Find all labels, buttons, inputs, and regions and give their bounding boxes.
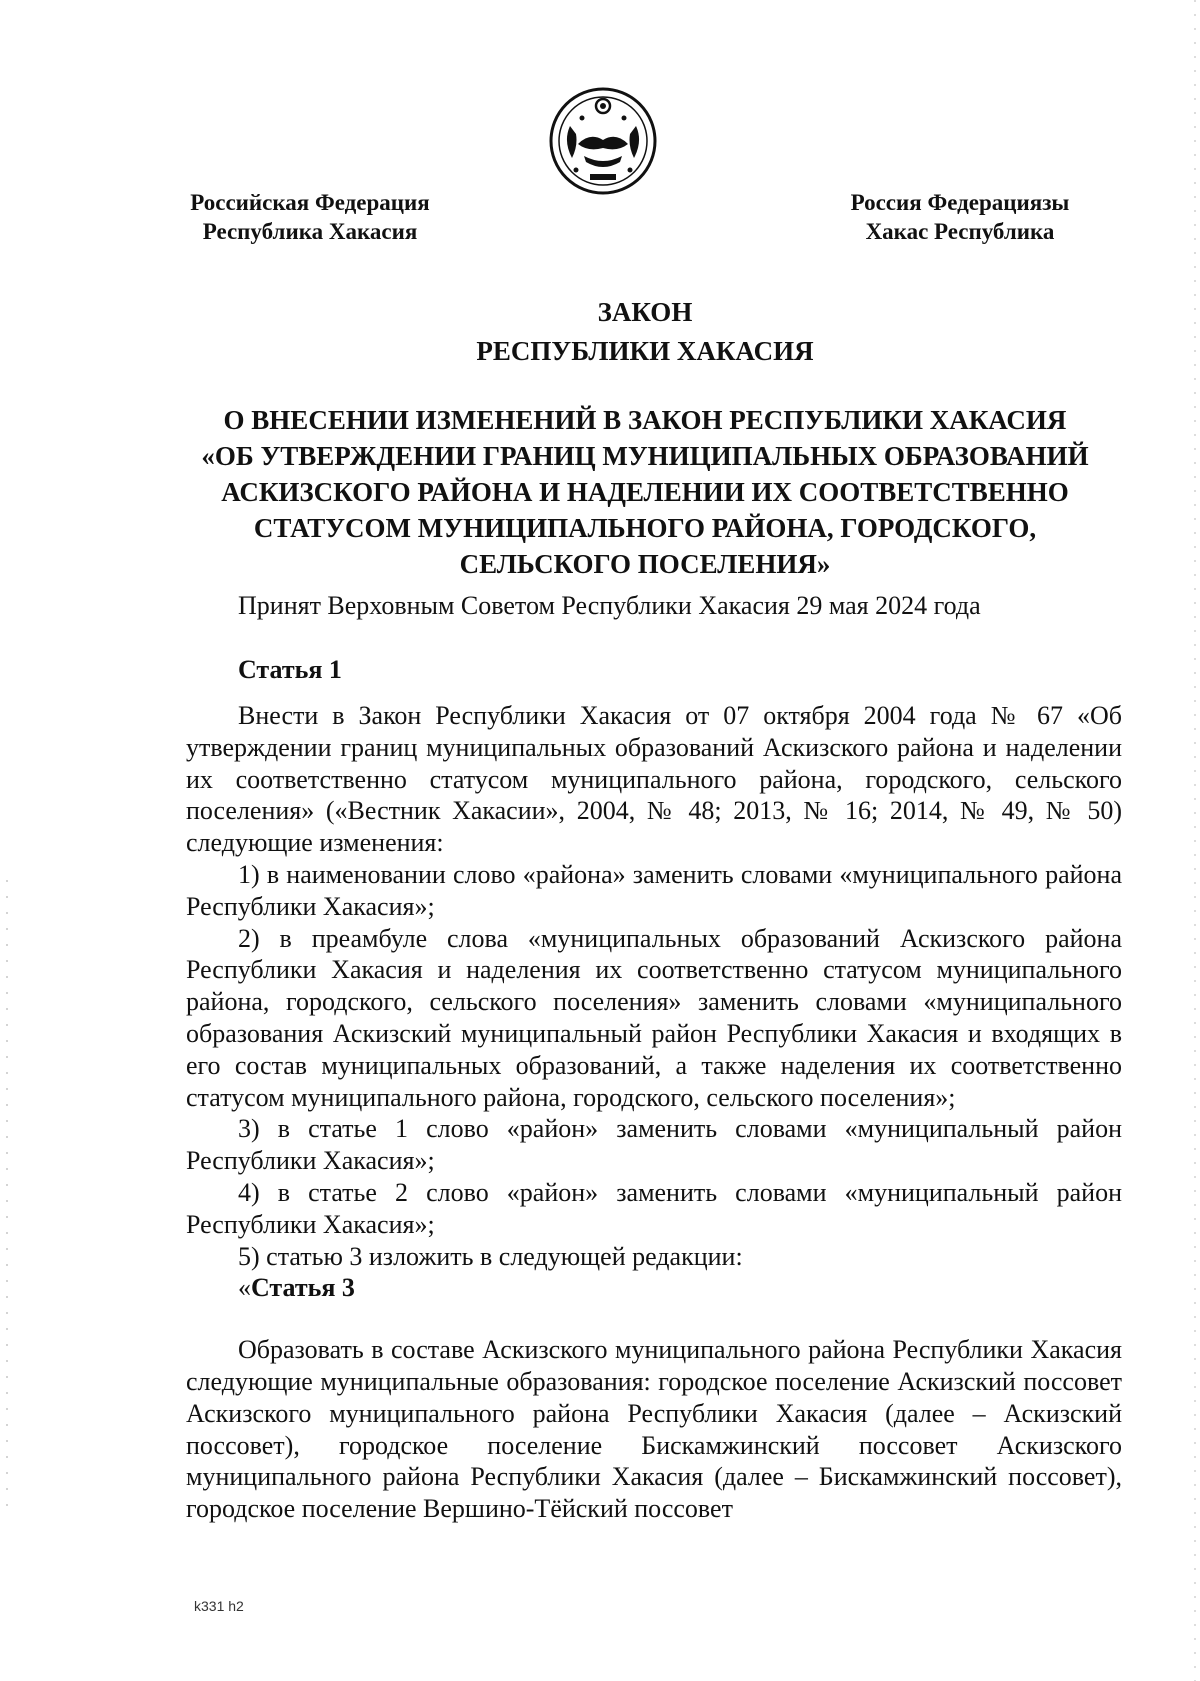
header-right-line1: Россия Федерациязы bbox=[850, 190, 1070, 215]
header-left-line2: Республика Хакасия bbox=[202, 219, 418, 244]
header-left-block bbox=[160, 188, 460, 246]
amendment-item: 5) статью 3 изложить в следующей редакции: bbox=[238, 1241, 743, 1271]
article-1-intro: Внести в Закон Республики Хакасия от 07 октября 2004 года № 67 «Об утверждении границ муниципальных образований Аскизского района и наделении их соответственно статусом муниципального района, городского, сельского поселения» («Вестник Хакасии», 2004, № 48; 2013, № 16; 2014, № 49, № 50) следующие изменения: bbox=[186, 701, 1122, 858]
header-right-line2: Хакас Республика bbox=[865, 219, 1055, 244]
subject-line: СТАТУСОМ МУНИЦИПАЛЬНОГО РАЙОНА, ГОРОДСКОГО, bbox=[253, 513, 1037, 543]
header-right-block bbox=[820, 188, 1100, 246]
law-republic-title: РЕСПУБЛИКИ ХАКАСИЯ bbox=[476, 336, 814, 366]
amendment-item: 3) в статье 1 слово «район» заменить словами «муниципальный район Республики Хакасия»; bbox=[186, 1114, 1122, 1176]
quoted-article-heading bbox=[186, 1272, 1122, 1304]
subject-line: СЕЛЬСКОГО ПОСЕЛЕНИЯ» bbox=[459, 549, 831, 579]
subject-line: АСКИЗСКОГО РАЙОНА И НАДЕЛЕНИИ ИХ СООТВЕТСТВЕННО bbox=[221, 477, 1069, 507]
scan-edge-left bbox=[6, 880, 8, 1520]
amendment-item: 1) в наименовании слово «района» заменить словами «муниципального района Республики Хакасия»; bbox=[186, 859, 1122, 921]
law-title: ЗАКОН bbox=[597, 297, 693, 327]
subject-line: О ВНЕСЕНИИ ИЗМЕНЕНИЙ В ЗАКОН РЕСПУБЛИКИ ХАКАСИЯ bbox=[223, 405, 1067, 435]
article-1-body bbox=[186, 700, 1122, 1525]
khakassia-coat-of-arms-icon bbox=[548, 86, 658, 196]
law-subject bbox=[150, 402, 1140, 582]
quoted-article-heading-text: Статья 3 bbox=[251, 1273, 355, 1303]
amendment-item: 2) в преамбуле слова «муниципальных образований Аскизского района Республики Хакасия и наделения их соответственно статусом муниципального района, городского, сельского поселения» заменить словами «муниципального образования Аскизский муниципальный район Республики Хакасия и входящих в его состав муниципальных образований, а также наделения их соответственно статусом муниципального района, городского, сельского поселения»; bbox=[186, 923, 1122, 1112]
subject-line: «ОБ УТВЕРЖДЕНИИ ГРАНИЦ МУНИЦИПАЛЬНЫХ ОБРАЗОВАНИЙ bbox=[201, 441, 1089, 471]
article-1-heading: Статья 1 bbox=[238, 655, 342, 684]
header-left-line1: Российская Федерация bbox=[190, 190, 430, 215]
document-code: k331 h2 bbox=[194, 1598, 244, 1614]
opening-quote: « bbox=[238, 1273, 251, 1303]
scan-edge-right bbox=[1194, 0, 1196, 1681]
adoption-note: Принят Верховным Советом Республики Хакасия 29 мая 2024 года bbox=[238, 591, 981, 620]
amendment-item: 4) в статье 2 слово «район» заменить словами «муниципальный район Республики Хакасия»; bbox=[186, 1177, 1122, 1239]
quoted-article-text: Образовать в составе Аскизского муниципального района Республики Хакасия следующие муниципальные образования: городское поселение Аскизский поссовет Аскизского муниципального района Республики Хакасия (далее – Аскизский поссовет), городское поселение Бискамжинский поссовет Аскизского муниципального района Республики Хакасия (далее – Бискамжинский поссовет), городское поселение Вершино-Тёйский поссовет bbox=[186, 1335, 1122, 1524]
